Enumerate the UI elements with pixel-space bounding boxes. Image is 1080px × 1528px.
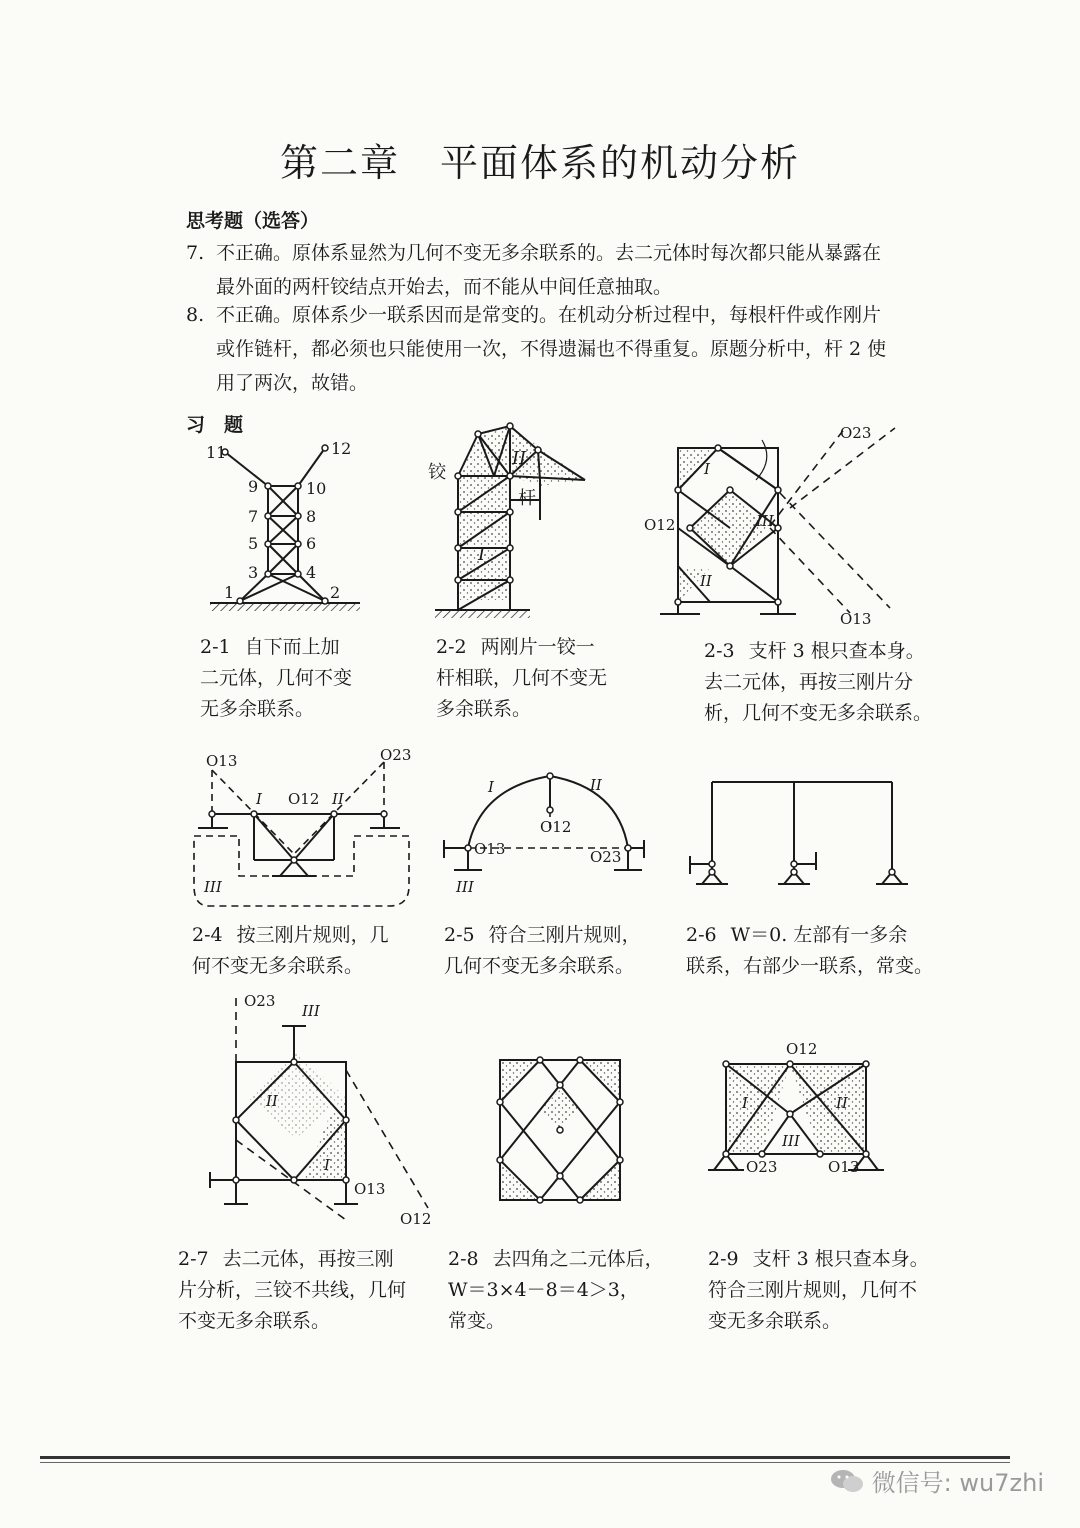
fig-label: III bbox=[302, 1002, 320, 1020]
bottom-rule bbox=[40, 1456, 1010, 1459]
item-line: 用了两次，故错。 bbox=[216, 372, 369, 394]
caption-2-7: 2-7 去二元体，再按三刚 片分析，三铰不共线，几何 不变无多余联系。 bbox=[178, 1248, 407, 1332]
fig-label: II bbox=[512, 448, 527, 469]
thinking-item-7 bbox=[186, 236, 926, 304]
fig-label: 杆 bbox=[518, 488, 536, 509]
fig-label: III bbox=[782, 1132, 800, 1150]
fig-label: 6 bbox=[306, 534, 317, 553]
fig-label: II bbox=[700, 572, 712, 590]
fig-label: O13 bbox=[840, 610, 872, 628]
figure-number: 2-5 bbox=[444, 924, 475, 946]
fig-label: 11 bbox=[206, 443, 227, 462]
fig-label: 8 bbox=[306, 507, 317, 526]
caption-2-3: 2-3 支杆 3 根只查本身。 去二元体，再按三刚片分 析，几何不变无多余联系。 bbox=[704, 640, 933, 724]
figure-2-3 bbox=[640, 418, 910, 628]
figure-number: 2-8 bbox=[448, 1248, 479, 1270]
fig-label: 12 bbox=[331, 439, 352, 458]
fig-label: 2 bbox=[330, 583, 341, 602]
fig-label: III bbox=[456, 878, 474, 896]
fig-label: I bbox=[478, 544, 486, 565]
figure-2-4 bbox=[184, 742, 424, 912]
fig-label: O12 bbox=[400, 1210, 432, 1228]
figure-2-8 bbox=[480, 1040, 640, 1220]
figure-number: 2-6 bbox=[686, 924, 717, 946]
fig-label: 3 bbox=[248, 563, 259, 582]
fig-label: 5 bbox=[248, 534, 259, 553]
caption-2-6: 2-6 W＝0. 左部有一多余 联系，右部少一联系，常变。 bbox=[686, 924, 934, 977]
item-number: 8. bbox=[186, 304, 205, 326]
figure-2-5 bbox=[430, 758, 660, 898]
fig-label: 9 bbox=[248, 477, 259, 496]
fig-label: O13 bbox=[354, 1180, 386, 1198]
caption-2-9: 2-9 支杆 3 根只查本身。 符合三刚片规则，几何不 变无多余联系。 bbox=[708, 1248, 929, 1332]
fig-label: 7 bbox=[248, 507, 259, 526]
fig-label: O12 bbox=[540, 818, 572, 836]
fig-label: O13 bbox=[206, 752, 238, 770]
fig-label: II bbox=[836, 1094, 848, 1112]
watermark bbox=[830, 1463, 1044, 1498]
item-line: 或作链杆，都必须也只能使用一次，不得遗漏也不得重复。原题分析中，杆 2 使 bbox=[216, 338, 887, 360]
caption-2-1: 2-1 自下而上加 二元体，几何不变 无多余联系。 bbox=[200, 636, 353, 720]
fig-label: III bbox=[204, 878, 222, 896]
watermark-text: 微信号: wu7zhi bbox=[871, 1469, 1044, 1497]
fig-label: I bbox=[488, 778, 494, 796]
figure-2-7 bbox=[196, 990, 446, 1230]
page-title: 第二章 平面体系的机动分析 bbox=[279, 141, 800, 185]
thinking-item-8 bbox=[186, 298, 926, 400]
fig-label: O12 bbox=[288, 790, 320, 808]
fig-label: III bbox=[756, 512, 774, 530]
fig-label: I bbox=[324, 1156, 330, 1174]
wechat-icon bbox=[830, 1468, 864, 1494]
fig-label: 4 bbox=[306, 563, 317, 582]
figure-2-2 bbox=[420, 420, 610, 620]
fig-label: O23 bbox=[840, 424, 872, 442]
fig-label: I bbox=[256, 790, 262, 808]
figure-number: 2-7 bbox=[178, 1248, 209, 1270]
caption-2-2: 2-2 两刚片一铰一 杆相联，几何不变无 多余联系。 bbox=[436, 636, 608, 720]
fig-label: O12 bbox=[644, 516, 676, 534]
fig-label: II bbox=[332, 790, 344, 808]
fig-label: 铰 bbox=[428, 462, 446, 483]
thinking-heading: 思考题（选答） bbox=[186, 210, 320, 232]
figure-number: 2-9 bbox=[708, 1248, 739, 1270]
fig-label: II bbox=[590, 776, 602, 794]
figure-2-9 bbox=[700, 1034, 900, 1194]
fig-label: O23 bbox=[380, 746, 412, 764]
figure-2-1 bbox=[200, 436, 370, 616]
caption-2-8: 2-8 去四角之二元体后， W＝3×4－8＝4＞3， 常变。 bbox=[448, 1248, 664, 1332]
fig-label: II bbox=[266, 1092, 278, 1110]
figure-number: 2-3 bbox=[704, 640, 735, 662]
fig-label: I bbox=[704, 460, 710, 478]
fig-label: O23 bbox=[590, 848, 622, 866]
fig-label: O23 bbox=[746, 1158, 778, 1176]
caption-2-5: 2-5 符合三刚片规则， 几何不变无多余联系。 bbox=[444, 924, 641, 977]
item-line: 不正确。原体系显然为几何不变无多余联系的。去二元体时每次都只能从暴露在 bbox=[216, 242, 882, 264]
item-number: 7. bbox=[186, 242, 205, 264]
fig-label: O23 bbox=[244, 992, 276, 1010]
figure-2-6 bbox=[676, 772, 916, 902]
fig-label: O13 bbox=[828, 1158, 860, 1176]
caption-2-4: 2-4 按三刚片规则，几 何不变无多余联系。 bbox=[192, 924, 389, 977]
fig-label: O13 bbox=[474, 840, 506, 858]
figure-number: 2-1 bbox=[200, 636, 231, 658]
figure-number: 2-2 bbox=[436, 636, 467, 658]
fig-label: I bbox=[742, 1094, 748, 1112]
exercises-heading: 习 题 bbox=[186, 414, 244, 436]
fig-label: O12 bbox=[786, 1040, 818, 1058]
item-line: 最外面的两杆铰结点开始去，而不能从中间任意抽取。 bbox=[216, 276, 673, 298]
fig-label: 1 bbox=[224, 583, 235, 602]
item-line: 不正确。原体系少一联系因而是常变的。在机动分析过程中，每根杆件或作刚片 bbox=[216, 304, 882, 326]
fig-label: 10 bbox=[306, 479, 327, 498]
figure-number: 2-4 bbox=[192, 924, 223, 946]
